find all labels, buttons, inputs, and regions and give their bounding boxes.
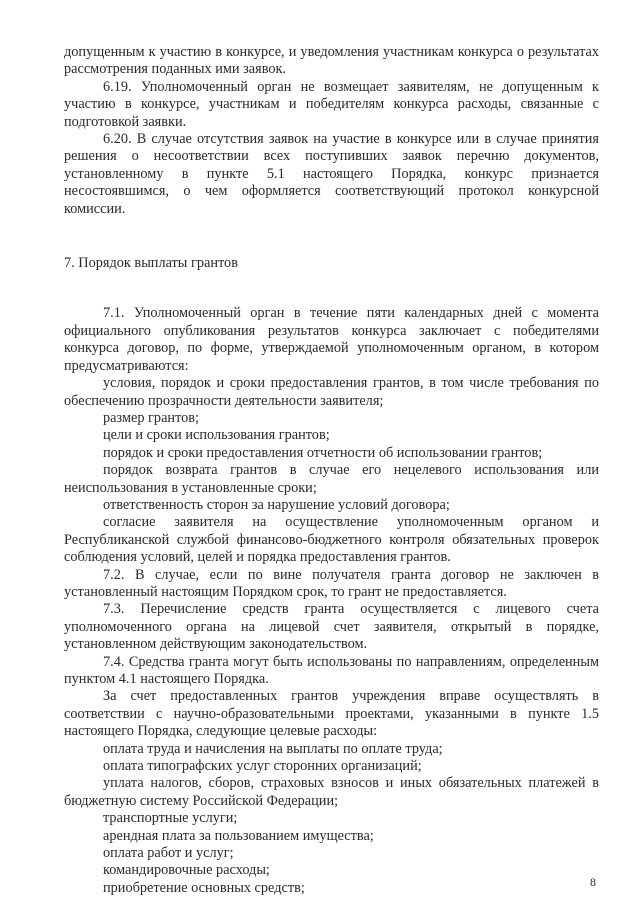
page-content	[64, 44, 599, 897]
list-item: размер грантов;	[103, 409, 199, 426]
list-item: порядок возврата грантов в случае его нецелевого использования или неиспользования в установленные сроки;	[64, 462, 599, 496]
paragraph-7-4: 7.4. Средства гранта могут быть использованы по направлениям, определенным пунктом 4.1 настоящего Порядка.	[64, 653, 599, 687]
list-item: порядок и сроки предоставления отчетности об использовании грантов;	[103, 444, 543, 461]
list-item: оплата типографских услуг сторонних организаций;	[103, 758, 422, 775]
list-item: цели и сроки использования грантов;	[103, 427, 330, 444]
list-item: оплата работ и услуг;	[103, 845, 234, 862]
page-number: 8	[590, 875, 596, 889]
paragraph-6-20: 6.20. В случае отсутствия заявок на участие в конкурсе или в случае принятия решения о несоответствии всех поступивших заявок перечню документов, установленному в пункте 5.1 настоящего Порядка, конкурс признается несостоявшимся, о чем оформляется соответствующий протокол конкурсной комиссии.	[64, 131, 599, 217]
list-item: арендная плата за пользованием имущества;	[103, 827, 374, 844]
paragraph-expenses-intro: За счет предоставленных грантов учреждения вправе осуществлять в соответствии с научно-образовательными проектами, указанными в пункте 1.5 настоящего Порядка, следующие целевые расходы:	[64, 688, 599, 740]
paragraph-7-2: 7.2. В случае, если по вине получателя гранта договор не заключен в установленный настоящим Порядком срок, то грант не предоставляется.	[64, 566, 599, 600]
list-item: оплата труда и начисления на выплаты по оплате труда;	[103, 740, 443, 757]
list-item: согласие заявителя на осуществление уполномоченным органом и Республиканской службой финансово-бюджетного контроля обязательных проверок соблюдения условий, целей и порядка предоставления грантов.	[64, 514, 599, 566]
list-item: уплата налогов, сборов, страховых взносов и иных обязательных платежей в бюджетную систему Российской Федерации;	[64, 775, 599, 809]
paragraph-7-3: 7.3. Перечисление средств гранта осуществляется с лицевого счета уполномоченного органа на лицевой счет заявителя, открытый в порядке, установленном действующим законодательством.	[64, 601, 599, 653]
list-item: командировочные расходы;	[103, 862, 270, 879]
list-item: ответственность сторон за нарушение условий договора;	[103, 496, 450, 513]
section-heading: 7. Порядок выплаты грантов	[64, 255, 238, 272]
list-item: транспортные услуги;	[103, 810, 238, 827]
paragraph-6-19: 6.19. Уполномоченный орган не возмещает заявителям, не допущенным к участию в конкурсе, участникам и победителям конкурса расходы, связанные с подготовкой заявки.	[64, 78, 599, 130]
list-item: условия, порядок и сроки предоставления грантов, в том числе требования по обеспечению прозрачности деятельности заявителя;	[64, 375, 599, 409]
paragraph-continuation: допущенным к участию в конкурсе, и уведомления участникам конкурса о результатах рассмотрения поданных ими заявок.	[64, 44, 599, 78]
list-item: приобретение основных средств;	[103, 879, 305, 896]
paragraph-7-1: 7.1. Уполномоченный орган в течение пяти календарных дней с момента официального опубликования результатов конкурса заключает с победителями конкурса договор, по форме, утверждаемой уполномоченным органом, в котором предусматриваются:	[64, 305, 599, 374]
